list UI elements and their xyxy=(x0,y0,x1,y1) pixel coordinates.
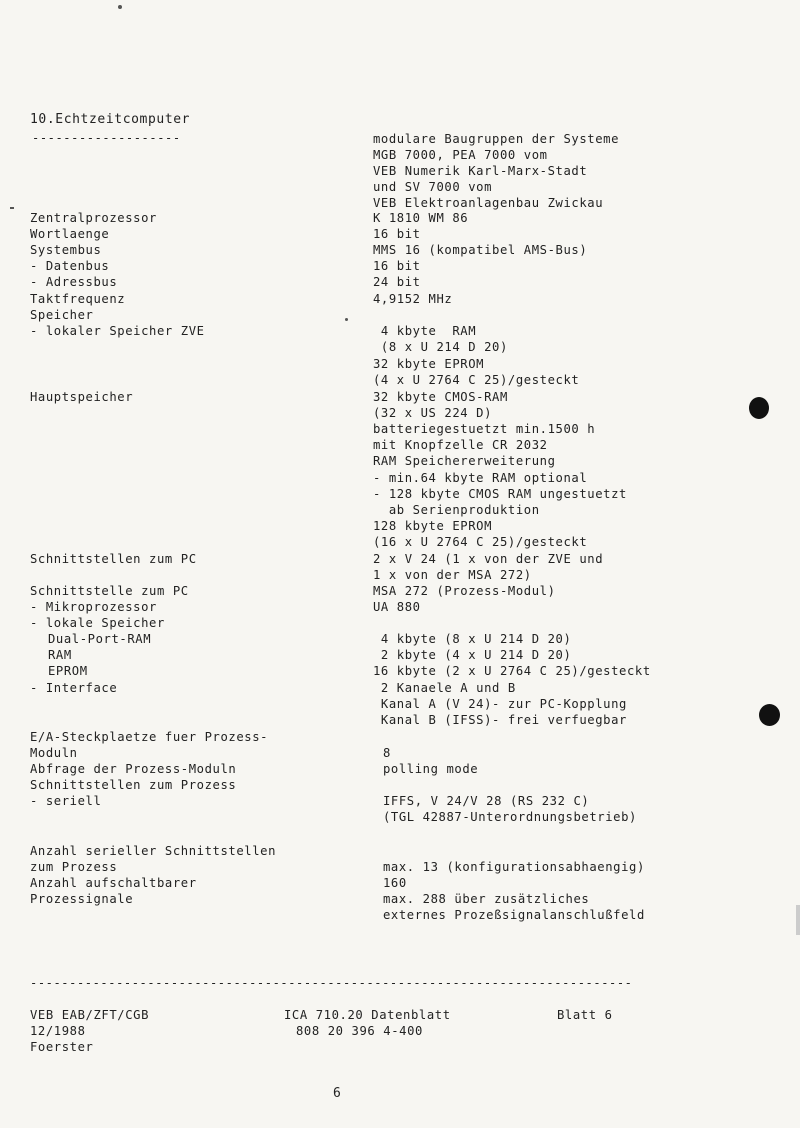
value-datenbus: 16 bit xyxy=(373,259,421,273)
value-line: mit Knopfzelle CR 2032 xyxy=(373,438,548,452)
label-anzahl-aufschaltbar: Anzahl aufschaltbarer xyxy=(30,876,197,890)
title-underline: ------------------- xyxy=(32,131,181,145)
label-dual-port-ram: Dual-Port-RAM xyxy=(48,632,152,646)
label-ea-moduln: Moduln xyxy=(30,746,78,760)
value-line: (8 x U 214 D 20) xyxy=(373,340,508,354)
footer-sheet: Blatt 6 xyxy=(557,1008,613,1022)
value-anzahl-seriell: max. 13 (konfigurationsabhaengig) xyxy=(383,860,645,874)
value-line: (TGL 42887-Unterordnungsbetrieb) xyxy=(383,810,637,824)
value-line: Kanal B (IFSS)- frei verfuegbar xyxy=(373,713,627,727)
label-systembus: Systembus xyxy=(30,243,102,257)
value-line: (4 x U 2764 C 25)/gesteckt xyxy=(373,373,580,387)
value-adressbus: 24 bit xyxy=(373,275,421,289)
value-anzahl-aufschaltbar: 160 xyxy=(383,876,407,890)
value-line: 32 kbyte EPROM xyxy=(373,357,485,371)
label-mikroprozessor: - Mikroprozessor xyxy=(30,600,157,614)
value-line: 1 x von der MSA 272) xyxy=(373,568,532,582)
punch-hole-top xyxy=(749,397,769,419)
page-number: 6 xyxy=(333,1086,342,1101)
value-hauptspeicher: 32 kbyte CMOS-RAM xyxy=(373,390,508,404)
value-interface: 2 Kanaele A und B xyxy=(373,681,516,695)
label-seriell: - seriell xyxy=(30,794,102,808)
value-abfrage: polling mode xyxy=(383,762,479,776)
value-line: VEB Elektroanlagenbau Zwickau xyxy=(373,196,604,210)
value-line: modulare Baugruppen der Systeme xyxy=(373,132,620,146)
value-dual-port-ram: 4 kbyte (8 x U 214 D 20) xyxy=(373,632,572,646)
value-systembus: MMS 16 (kompatibel AMS-Bus) xyxy=(373,243,588,257)
value-line: - min.64 kbyte RAM optional xyxy=(373,471,588,485)
footer-document: ICA 710.20 Datenblatt xyxy=(284,1008,451,1022)
label-speicher: Speicher xyxy=(30,308,94,322)
footer-date: 12/1988 xyxy=(30,1024,86,1038)
label-eprom: EPROM xyxy=(48,664,88,678)
label-adressbus: - Adressbus xyxy=(30,275,118,289)
label-anzahl-seriell: Anzahl serieller Schnittstellen xyxy=(30,844,277,858)
value-wortlaenge: 16 bit xyxy=(373,227,421,241)
value-mikroprozessor: UA 880 xyxy=(373,600,421,614)
label-datenbus: - Datenbus xyxy=(30,259,110,273)
value-schnittstelle-pc: MSA 272 (Prozess-Modul) xyxy=(373,584,556,598)
footer-rule: ----------------------------------------------------------------------------- xyxy=(30,976,633,990)
label-prozessignale: Prozessignale xyxy=(30,892,134,906)
value-prozessignale: externes Prozeßsignalanschlußfeld xyxy=(383,908,645,922)
label-interface: - Interface xyxy=(30,681,118,695)
scan-speck xyxy=(10,207,14,209)
label-wortlaenge: Wortlaenge xyxy=(30,227,110,241)
value-ram: 2 kbyte (4 x U 214 D 20) xyxy=(373,648,572,662)
value-seriell: IFFS, V 24/V 28 (RS 232 C) xyxy=(383,794,590,808)
label-hauptspeicher: Hauptspeicher xyxy=(30,390,134,404)
label-lokaler-speicher: - lokaler Speicher ZVE xyxy=(30,324,205,338)
value-line: Kanal A (V 24)- zur PC-Kopplung xyxy=(373,697,627,711)
value-eprom: 16 kbyte (2 x U 2764 C 25)/gesteckt xyxy=(373,664,651,678)
label-abfrage: Abfrage der Prozess-Moduln xyxy=(30,762,237,776)
value-line: batteriegestuetzt min.1500 h xyxy=(373,422,596,436)
value-line: RAM Speichererweiterung xyxy=(373,454,556,468)
value-line: 128 kbyte EPROM xyxy=(373,519,493,533)
value-line: max. 288 über zusätzliches xyxy=(383,892,590,906)
footer-org: VEB EAB/ZFT/CGB xyxy=(30,1008,150,1022)
value-line: (32 x US 224 D) xyxy=(373,406,493,420)
value-ea-steckplaetze: 8 xyxy=(383,746,391,760)
label-schnittstellen-pc: Schnittstellen zum PC xyxy=(30,552,197,566)
label-schnittstellen-prozess: Schnittstellen zum Prozess xyxy=(30,778,237,792)
punch-hole-bottom xyxy=(759,704,780,726)
value-zentralprozessor: K 1810 WM 86 xyxy=(373,211,469,225)
label-schnittstelle-pc: Schnittstelle zum PC xyxy=(30,584,189,598)
scan-speck xyxy=(345,318,348,321)
label-lokale-speicher: - lokale Speicher xyxy=(30,616,165,630)
section-title: 10.Echtzeitcomputer xyxy=(30,112,191,127)
value-line: 4 kbyte RAM xyxy=(373,324,477,338)
value-line: (16 x U 2764 C 25)/gesteckt xyxy=(373,535,588,549)
label-ram: RAM xyxy=(48,648,72,662)
footer-document-number: 808 20 396 4-400 xyxy=(296,1024,423,1038)
value-line: und SV 7000 vom xyxy=(373,180,493,194)
scan-edge-mark xyxy=(796,905,800,935)
value-line: MGB 7000, PEA 7000 vom xyxy=(373,148,548,162)
value-line: - 128 kbyte CMOS RAM ungestuetzt xyxy=(373,487,627,501)
footer-author: Foerster xyxy=(30,1040,94,1054)
value-line: ab Serienproduktion xyxy=(373,503,540,517)
label-taktfrequenz: Taktfrequenz xyxy=(30,292,126,306)
value-schnittstellen-pc: 2 x V 24 (1 x von der ZVE und xyxy=(373,552,604,566)
value-line: VEB Numerik Karl-Marx-Stadt xyxy=(373,164,588,178)
scan-speck xyxy=(118,5,122,9)
value-taktfrequenz: 4,9152 MHz xyxy=(373,292,453,306)
label-ea-steckplaetze: E/A-Steckplaetze fuer Prozess- xyxy=(30,730,269,744)
label-zentralprozessor: Zentralprozessor xyxy=(30,211,157,225)
label-zum-prozess: zum Prozess xyxy=(30,860,118,874)
